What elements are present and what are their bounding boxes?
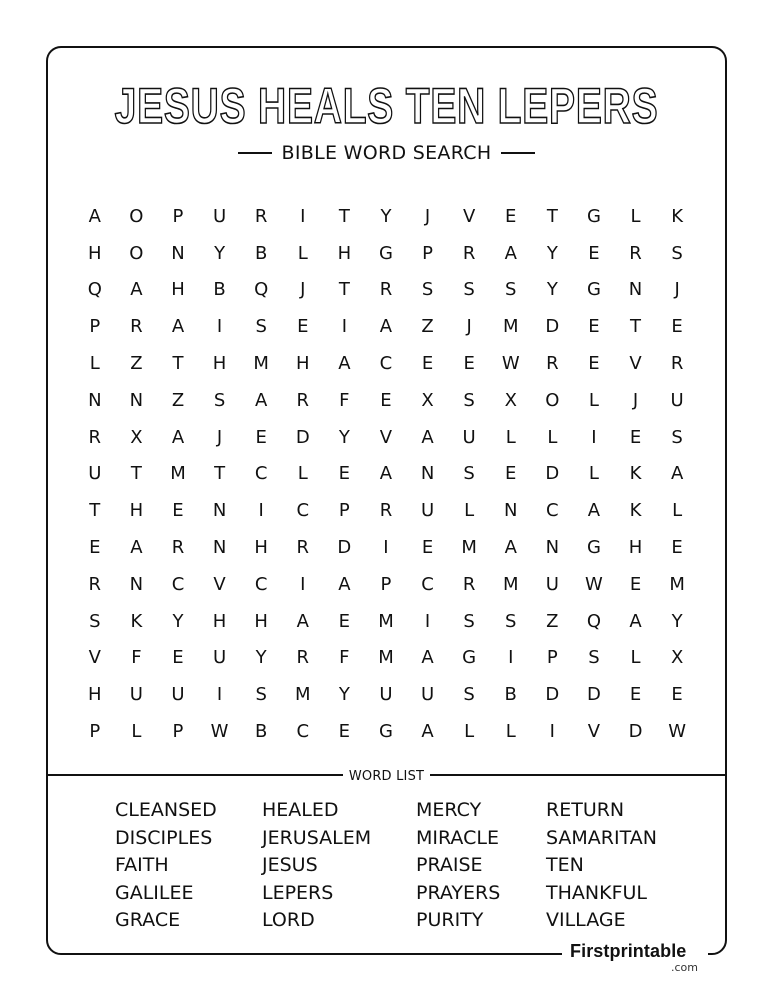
grid-letter[interactable]: L: [297, 463, 308, 485]
grid-letter[interactable]: M: [461, 537, 477, 559]
grid-letter[interactable]: J: [466, 316, 472, 338]
grid-letter[interactable]: E: [338, 721, 351, 743]
grid-letter[interactable]: D: [545, 684, 560, 706]
grid-letter[interactable]: B: [254, 242, 268, 264]
grid-letter[interactable]: E: [338, 463, 351, 485]
grid-letter[interactable]: L: [547, 426, 558, 448]
grid-letter[interactable]: L: [89, 353, 100, 375]
grid-row: [74, 382, 699, 419]
grid-letter[interactable]: Z: [546, 610, 559, 632]
grid-letter[interactable]: A: [379, 316, 393, 338]
grid-letter[interactable]: Y: [671, 610, 683, 632]
grid-letter[interactable]: T: [546, 205, 558, 227]
grid-letter[interactable]: H: [254, 537, 268, 559]
grid-letter[interactable]: G: [586, 205, 601, 227]
grid-letter[interactable]: M: [502, 573, 519, 595]
brand-domain: .com: [671, 961, 698, 974]
grid-letter[interactable]: T: [130, 463, 142, 485]
grid-letter[interactable]: E: [172, 647, 184, 669]
grid-letter[interactable]: C: [296, 500, 310, 522]
grid-letter[interactable]: G: [586, 537, 601, 559]
grid-letter[interactable]: A: [88, 205, 101, 227]
grid-letter[interactable]: U: [212, 647, 227, 669]
grid-letter[interactable]: A: [504, 242, 517, 264]
grid-letter[interactable]: K: [629, 500, 642, 522]
grid-letter[interactable]: E: [255, 426, 267, 448]
grid-letter[interactable]: N: [504, 500, 518, 522]
grid-letter[interactable]: H: [88, 684, 102, 706]
word-list-column: [262, 797, 371, 935]
grid-letter[interactable]: R: [462, 573, 476, 595]
grid-letter[interactable]: L: [131, 721, 142, 743]
grid-letter[interactable]: V: [88, 647, 101, 669]
grid-letter[interactable]: Y: [546, 242, 558, 264]
grid-letter[interactable]: N: [129, 573, 144, 595]
grid-letter[interactable]: P: [380, 573, 392, 595]
grid-letter[interactable]: H: [129, 500, 144, 522]
subtitle: [0, 140, 773, 166]
grid-letter[interactable]: N: [545, 537, 560, 559]
grid-letter[interactable]: B: [504, 684, 517, 706]
grid-letter[interactable]: J: [300, 279, 306, 301]
grid-letter[interactable]: T: [338, 205, 350, 227]
word-list-heading: [0, 765, 773, 784]
subtitle-text: BIBLE WORD SEARCH: [281, 142, 492, 164]
grid-letter[interactable]: E: [588, 242, 600, 264]
grid-letter[interactable]: H: [171, 279, 185, 301]
grid-row: [74, 198, 699, 235]
grid-letter[interactable]: H: [212, 353, 227, 375]
grid-letter[interactable]: I: [383, 537, 389, 559]
grid-row: [74, 456, 699, 493]
grid-row: [74, 492, 699, 529]
grid-letter[interactable]: V: [213, 573, 226, 595]
grid-letter[interactable]: L: [505, 426, 516, 448]
grid-letter[interactable]: Y: [380, 205, 392, 227]
grid-letter[interactable]: S: [255, 684, 267, 706]
word-list-item: DISCIPLES: [115, 826, 213, 849]
grid-letter[interactable]: P: [89, 316, 101, 338]
grid-letter[interactable]: L: [630, 205, 641, 227]
grid-letter[interactable]: G: [462, 647, 477, 669]
grid-letter[interactable]: E: [338, 610, 351, 632]
grid-letter[interactable]: I: [300, 573, 306, 595]
grid-letter[interactable]: S: [463, 279, 475, 301]
grid-letter[interactable]: J: [674, 279, 680, 301]
grid-letter[interactable]: Q: [254, 279, 269, 301]
grid-letter[interactable]: K: [671, 205, 684, 227]
grid-letter[interactable]: I: [216, 316, 223, 338]
grid-letter[interactable]: A: [255, 389, 268, 411]
grid-letter[interactable]: Z: [130, 353, 143, 375]
word-list-item: VILLAGE: [546, 909, 626, 931]
grid-letter[interactable]: G: [378, 721, 393, 743]
grid-letter[interactable]: M: [295, 684, 311, 706]
grid-letter[interactable]: E: [463, 353, 475, 375]
grid-letter[interactable]: I: [549, 721, 555, 743]
word-list-column: [546, 797, 657, 935]
grid-letter[interactable]: H: [337, 242, 352, 264]
grid-letter[interactable]: D: [337, 537, 352, 559]
grid-letter[interactable]: A: [296, 610, 309, 632]
grid-letter[interactable]: O: [545, 389, 560, 411]
grid-letter[interactable]: S: [463, 610, 475, 632]
word-list-column: [416, 797, 500, 935]
grid-letter[interactable]: R: [171, 537, 185, 559]
grid-letter[interactable]: R: [546, 353, 559, 375]
word-list-item: CLEANSED: [115, 799, 217, 821]
grid-row: [74, 272, 699, 309]
divider-right: [501, 152, 535, 154]
grid-letter[interactable]: X: [504, 389, 517, 411]
grid-letter[interactable]: M: [378, 610, 394, 632]
grid-letter[interactable]: H: [212, 610, 227, 632]
grid-letter[interactable]: G: [378, 242, 393, 264]
grid-letter[interactable]: M: [170, 463, 186, 485]
grid-letter[interactable]: V: [587, 721, 601, 743]
grid-letter[interactable]: E: [89, 537, 101, 559]
grid-letter[interactable]: T: [630, 316, 642, 338]
grid-letter[interactable]: A: [171, 426, 185, 448]
grid-letter[interactable]: D: [295, 426, 310, 448]
grid-letter[interactable]: Z: [421, 316, 434, 338]
grid-letter[interactable]: E: [588, 316, 600, 338]
grid-letter[interactable]: Y: [172, 610, 184, 632]
grid-letter[interactable]: S: [588, 647, 600, 669]
grid-letter[interactable]: E: [380, 389, 392, 411]
grid-letter[interactable]: Q: [586, 610, 601, 632]
grid-letter[interactable]: E: [421, 353, 434, 375]
grid-letter[interactable]: E: [421, 537, 434, 559]
grid-letter[interactable]: A: [379, 463, 393, 485]
grid-letter[interactable]: U: [171, 684, 185, 706]
brand-logo: Firstprintable: [570, 941, 687, 961]
grid-letter[interactable]: L: [588, 389, 599, 411]
grid-letter[interactable]: E: [588, 353, 600, 375]
grid-letter[interactable]: R: [88, 426, 102, 448]
grid-letter[interactable]: W: [585, 573, 603, 595]
grid-letter[interactable]: L: [464, 721, 475, 743]
grid-letter[interactable]: A: [629, 610, 642, 632]
word-list-item: GALILEE: [115, 881, 194, 904]
grid-letter[interactable]: J: [424, 205, 431, 227]
grid-row: [74, 603, 699, 640]
word-list-item: MIRACLE: [416, 826, 499, 849]
grid-letter[interactable]: A: [171, 316, 185, 338]
grid-letter[interactable]: A: [421, 721, 434, 743]
word-list-column: [115, 797, 217, 935]
grid-letter[interactable]: Y: [214, 242, 226, 264]
grid-letter[interactable]: S: [671, 242, 683, 264]
grid-letter[interactable]: S: [255, 316, 267, 338]
grid-letter[interactable]: E: [505, 463, 517, 485]
grid-letter[interactable]: E: [671, 684, 683, 706]
grid-letter[interactable]: C: [254, 573, 268, 595]
grid-row: [74, 235, 699, 272]
grid-letter[interactable]: B: [213, 279, 226, 301]
grid-letter[interactable]: R: [629, 242, 642, 264]
word-list-label: WORD LIST: [343, 769, 430, 784]
grid-letter[interactable]: A: [587, 500, 601, 522]
grid-letter[interactable]: H: [254, 610, 268, 632]
grid-letter[interactable]: Q: [87, 279, 102, 301]
grid-letter[interactable]: N: [88, 389, 102, 411]
grid-letter[interactable]: I: [216, 684, 223, 706]
grid-letter[interactable]: P: [172, 721, 184, 743]
grid-letter[interactable]: S: [421, 279, 434, 301]
grid-letter[interactable]: E: [629, 573, 642, 595]
grid-letter[interactable]: W: [668, 721, 687, 743]
grid-letter[interactable]: F: [339, 647, 350, 669]
grid-row: [74, 419, 699, 456]
grid-letter[interactable]: N: [212, 537, 227, 559]
grid-letter[interactable]: H: [88, 242, 102, 264]
grid-letter[interactable]: O: [129, 242, 144, 264]
word-list-item: PRAYERS: [416, 881, 501, 904]
logo-divider: [530, 953, 564, 955]
grid-letter[interactable]: J: [632, 389, 639, 411]
grid-letter[interactable]: A: [338, 353, 351, 375]
grid-letter[interactable]: A: [130, 279, 143, 301]
grid-letter[interactable]: H: [628, 537, 643, 559]
grid-letter[interactable]: X: [130, 426, 143, 448]
grid-letter[interactable]: C: [296, 721, 310, 743]
grid-letter[interactable]: U: [545, 573, 559, 595]
word-list-item: JERUSALEM: [262, 826, 372, 849]
grid-letter[interactable]: W: [501, 353, 520, 375]
grid-letter[interactable]: R: [670, 353, 684, 375]
grid-letter[interactable]: U: [670, 389, 684, 411]
grid-letter[interactable]: V: [379, 426, 393, 448]
grid-letter[interactable]: A: [130, 537, 143, 559]
grid-letter[interactable]: F: [339, 389, 350, 411]
grid-letter[interactable]: G: [586, 279, 601, 301]
grid-letter[interactable]: A: [504, 537, 517, 559]
grid-letter[interactable]: D: [545, 463, 560, 485]
word-list-item: RETURN: [546, 799, 625, 821]
grid-letter[interactable]: M: [378, 647, 394, 669]
grid-letter[interactable]: U: [212, 205, 227, 227]
grid-letter[interactable]: T: [172, 353, 184, 375]
grid-letter[interactable]: S: [505, 279, 517, 301]
grid-letter[interactable]: D: [586, 684, 601, 706]
grid-letter[interactable]: C: [421, 573, 434, 595]
grid-letter[interactable]: R: [296, 389, 310, 411]
grid-letter[interactable]: I: [424, 610, 431, 632]
grid-letter[interactable]: S: [213, 389, 226, 411]
grid-letter[interactable]: E: [671, 316, 683, 338]
grid-letter[interactable]: H: [295, 353, 310, 375]
grid-letter[interactable]: P: [546, 647, 558, 669]
grid-letter[interactable]: S: [463, 463, 475, 485]
grid-letter[interactable]: U: [129, 684, 143, 706]
grid-letter[interactable]: P: [422, 242, 433, 264]
grid-letter[interactable]: I: [508, 647, 514, 669]
grid-letter[interactable]: K: [130, 610, 143, 632]
grid-letter[interactable]: S: [463, 389, 475, 411]
grid-letter[interactable]: R: [88, 573, 102, 595]
grid-letter[interactable]: W: [210, 721, 229, 743]
word-list-item: GRACE: [115, 909, 181, 931]
grid-letter[interactable]: A: [670, 463, 684, 485]
grid-letter[interactable]: I: [591, 426, 597, 448]
grid-letter[interactable]: T: [89, 500, 101, 522]
grid-letter[interactable]: E: [629, 684, 642, 706]
grid-letter[interactable]: L: [672, 500, 683, 522]
grid-letter[interactable]: P: [172, 205, 184, 227]
grid-letter[interactable]: R: [296, 647, 310, 669]
grid-letter[interactable]: E: [297, 316, 309, 338]
grid-letter[interactable]: E: [671, 537, 683, 559]
grid-letter[interactable]: I: [341, 316, 348, 338]
grid-letter[interactable]: N: [420, 463, 435, 485]
grid-letter[interactable]: C: [546, 500, 559, 522]
grid-letter[interactable]: R: [130, 316, 143, 338]
grid-row: [74, 566, 699, 603]
grid-letter[interactable]: S: [505, 610, 517, 632]
grid-letter[interactable]: U: [462, 426, 476, 448]
grid-row: [74, 676, 699, 713]
grid-letter[interactable]: R: [462, 242, 476, 264]
grid-letter[interactable]: M: [253, 353, 269, 375]
grid-row: [74, 308, 699, 345]
divider-left: [238, 152, 272, 154]
word-list-item: LEPERS: [262, 881, 334, 904]
grid-letter[interactable]: U: [88, 463, 102, 485]
grid-letter[interactable]: D: [628, 721, 643, 743]
grid-letter[interactable]: N: [628, 279, 643, 301]
grid-letter[interactable]: X: [670, 647, 684, 669]
grid-letter[interactable]: A: [421, 426, 434, 448]
grid-letter[interactable]: R: [379, 279, 393, 301]
page-title: JESUS HEALS TEN LEPERS: [114, 78, 659, 134]
grid-letter[interactable]: O: [129, 205, 144, 227]
grid-letter[interactable]: Y: [255, 647, 267, 669]
word-list-item: THANKFUL: [546, 881, 647, 904]
grid-letter[interactable]: P: [89, 721, 101, 743]
grid-letter[interactable]: Y: [546, 279, 558, 301]
grid-letter[interactable]: Y: [338, 684, 350, 706]
grid-letter[interactable]: L: [630, 647, 641, 669]
grid-letter[interactable]: C: [171, 573, 185, 595]
grid-letter[interactable]: T: [338, 279, 350, 301]
grid-row: [74, 345, 699, 382]
grid-letter[interactable]: U: [420, 684, 435, 706]
letter-grid: [74, 198, 699, 750]
grid-letter[interactable]: A: [338, 573, 351, 595]
grid-letter[interactable]: D: [545, 316, 560, 338]
grid-letter[interactable]: M: [669, 573, 685, 595]
grid-letter[interactable]: T: [214, 463, 226, 485]
grid-letter[interactable]: N: [212, 500, 227, 522]
grid-letter[interactable]: S: [463, 684, 475, 706]
grid-letter[interactable]: E: [629, 426, 642, 448]
grid-letter[interactable]: N: [129, 389, 144, 411]
grid-letter[interactable]: P: [338, 500, 350, 522]
grid-row: [74, 713, 699, 750]
grid-letter[interactable]: L: [464, 500, 475, 522]
grid-letter[interactable]: S: [671, 426, 683, 448]
grid-letter[interactable]: R: [379, 500, 393, 522]
grid-letter[interactable]: K: [629, 463, 642, 485]
grid-letter[interactable]: C: [254, 463, 268, 485]
grid-letter[interactable]: L: [297, 242, 308, 264]
word-list-item: PRAISE: [416, 854, 483, 876]
grid-letter[interactable]: E: [505, 205, 517, 227]
grid-letter[interactable]: E: [172, 500, 184, 522]
grid-letter[interactable]: R: [296, 537, 310, 559]
grid-letter[interactable]: U: [379, 684, 393, 706]
grid-letter[interactable]: R: [254, 205, 268, 227]
grid-letter[interactable]: F: [131, 647, 142, 669]
word-list-item: JESUS: [262, 854, 318, 876]
grid-letter[interactable]: V: [462, 205, 476, 227]
grid-letter[interactable]: U: [420, 500, 435, 522]
word-list-item: MERCY: [416, 799, 482, 821]
grid-row: [74, 640, 699, 677]
grid-letter[interactable]: Z: [171, 389, 185, 411]
grid-letter[interactable]: J: [216, 426, 223, 448]
word-list-item: LORD: [262, 909, 315, 931]
grid-letter[interactable]: S: [89, 610, 101, 632]
grid-letter[interactable]: C: [379, 353, 393, 375]
grid-letter[interactable]: M: [502, 316, 519, 338]
grid-letter[interactable]: N: [171, 242, 185, 264]
word-list-item: SAMARITAN: [546, 826, 657, 849]
grid-row: [74, 529, 699, 566]
grid-letter[interactable]: L: [505, 721, 516, 743]
grid-letter[interactable]: Y: [338, 426, 350, 448]
grid-letter[interactable]: A: [421, 647, 434, 669]
grid-letter[interactable]: I: [258, 500, 264, 522]
grid-letter[interactable]: L: [588, 463, 599, 485]
grid-letter[interactable]: B: [254, 721, 268, 743]
word-list-item: TEN: [546, 854, 584, 876]
word-list-item: PURITY: [416, 909, 484, 931]
word-list-item: HEALED: [262, 799, 339, 821]
grid-letter[interactable]: V: [629, 353, 642, 375]
grid-letter[interactable]: X: [421, 389, 434, 411]
word-list-item: FAITH: [115, 854, 169, 876]
grid-letter[interactable]: I: [300, 205, 306, 227]
